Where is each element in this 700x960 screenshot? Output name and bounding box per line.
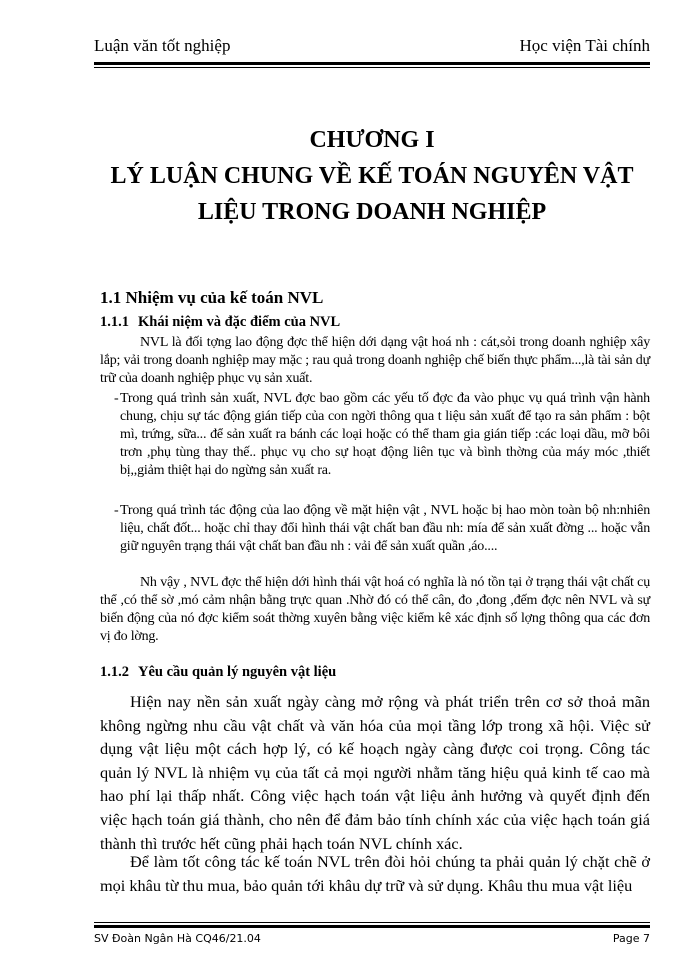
bullet-item	[100, 502, 650, 556]
header-rule-thick	[94, 62, 650, 65]
bullet-item	[100, 390, 650, 480]
chapter-title-line-3: LIỆU TRONG DOANH NGHIỆP	[197, 199, 547, 225]
paragraph-nvl-definition: NVL là đối tợng lao động đợc thể hiện dới dạng vật hoá nh : cát,sỏi trong doanh nghiệp xây lắp; vải trong doanh nghiệp may mặc ; rau quả trong doanh nghiệp chế biến thực phẩm...,là tài sản dự trữ của doanh nghiệp phục vụ sản xuất.	[100, 335, 650, 386]
section-number: 1.1.2	[100, 664, 129, 680]
bullet-text: Trong quá trình sản xuất, NVL đợc bao gồm các yếu tố đợc đa vào phục vụ quá trình vận hành chung, chịu sự tác động gián tiếp của con ngời thông qua t liệu sản xuất để tạo ra sản phẩm : bột mì, trứng, sữa... để sản xuất ra bánh các loại hoặc có thể tham gia gián tiếp :các loại dầu, mỡ bôi trơn ,phụ tùng thay thế.. phục vụ cho sự hoạt động liên tục và bình thờng của máy móc ,thiết bị,,giảm thiệt hại do ngừng sản xuất ra.	[120, 391, 650, 478]
section-heading-1-1-1	[100, 314, 340, 331]
page-number: Page 7	[612, 932, 650, 945]
section-title: Khái niệm và đặc điểm của NVL	[138, 314, 341, 330]
header-right-text: Học viện Tài chính	[519, 36, 650, 55]
footer-rule-thick	[94, 925, 650, 928]
bullet-text: Trong quá trình tác động của lao động về mặt hiện vật , NVL hoặc bị hao mòn toàn bộ nh:nhiên liệu, chất đốt... hoặc chỉ thay đổi hình thái vật chất ban đầu nh: mía để sản xuất đờng ... hoặc vẫn giữ nguyên trạng thái vật chất ban đầu nh : vải để sản xuất quần ,áo....	[120, 503, 650, 554]
section-title: Yêu cầu quản lý nguyên vật liệu	[138, 664, 337, 680]
page-header	[94, 36, 650, 60]
section-heading-1-1-2	[100, 664, 336, 681]
chapter-title-line-2: LÝ LUẬN CHUNG VỀ KẾ TOÁN NGUYÊN VẬT	[110, 163, 634, 189]
footer-author: SV Đoàn Ngân Hà CQ46/21.04	[94, 932, 261, 945]
paragraph-management-2: Để làm tốt công tác kế toán NVL trên đòi hỏi chúng ta phải quản lý chặt chẽ ở mọi khâu từ thu mua, bảo quản tới khâu dự trữ và sử dụng. Khâu thu mua vật liệu	[100, 852, 650, 895]
footer-rule-thin	[94, 922, 650, 923]
paragraph-nvl-summary: Nh vậy , NVL đợc thể hiện dới hình thái vật hoá có nghĩa là nó tồn tại ở trạng thái vật chất cụ thể ,có thể sờ ,mó cảm nhận bằng trực quan .Nhờ đó có thể cân, đo ,đong ,đếm đợc nên NVL và sự biến động của nó đợc kiểm soát thờng xuyên bằng việc kiểm kê xác định số lợng thông qua các đơn vị đo lờng.	[100, 575, 650, 644]
section-number: 1.1.1	[100, 314, 129, 330]
chapter-title	[94, 122, 650, 230]
chapter-title-line-1: CHƯƠNG I	[309, 127, 435, 153]
paragraph-management-1: Hiện nay nền sản xuất ngày càng mở rộng và phát triển trên cơ sở thoả mãn không ngừng nhu cầu vật chất và văn hóa của mọi tầng lớp trong xã hội. Việc sử dụng vật liệu một cách hợp lý, có kế hoạch ngày càng được coi trọng. Công tác quản lý NVL là nhiệm vụ của tất cả mọi người nhằm tăng hiệu quả kinh tế cao mà hao phí lại thấp nhất. Công việc hạch toán vật liệu ảnh hưởng và quyết định đến việc hạch toán giá thành, cho nên để đảm bảo tính chính xác của việc hạch toán giá thành thì trước hết cũng phải hạch toán NVL chính xác.	[100, 692, 650, 853]
section-heading-1-1: 1.1 Nhiệm vụ của kế toán NVL	[100, 288, 324, 307]
bullet-marker: -	[114, 503, 119, 518]
bullet-marker: -	[114, 391, 119, 406]
header-left-text: Luận văn tốt nghiệp	[94, 36, 231, 55]
header-rule-thin	[94, 67, 650, 68]
